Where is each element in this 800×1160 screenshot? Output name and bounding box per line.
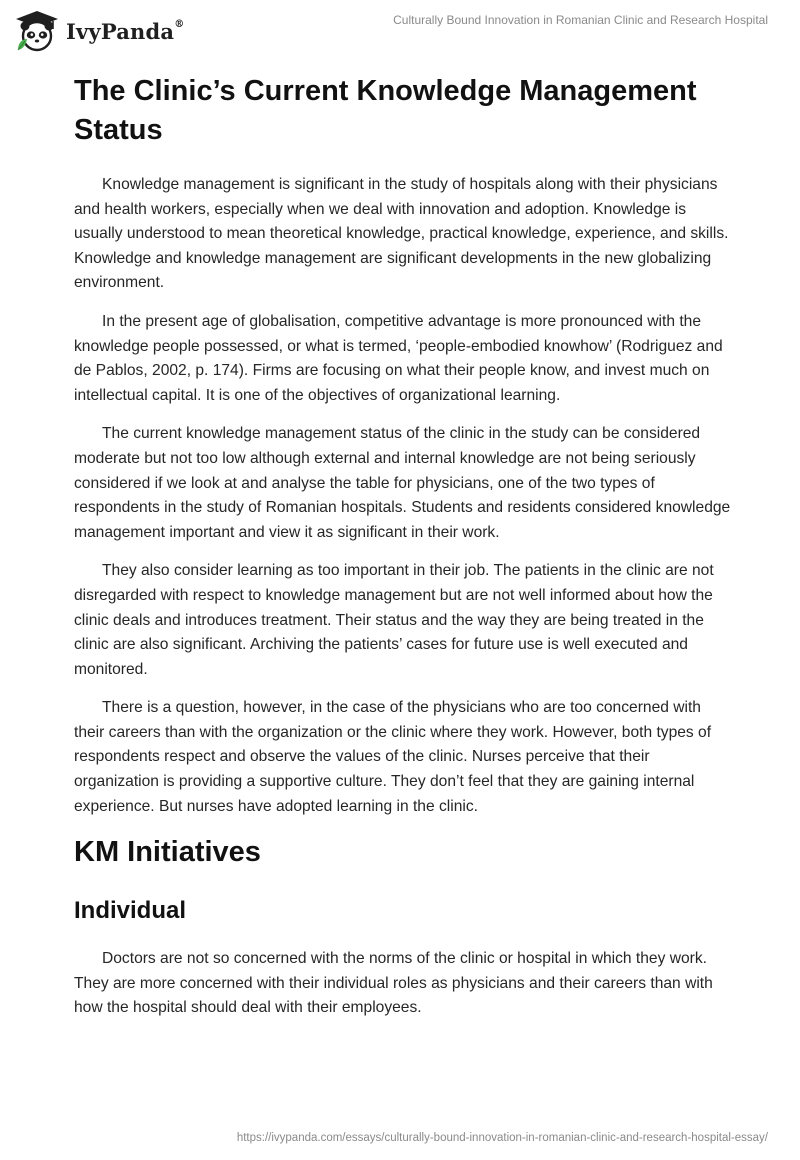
page-header — [0, 0, 800, 60]
paragraph: The current knowledge management status of the clinic in the study can be considered moderate but not too low although external and internal knowledge are not being seriously considered if we look at and analyse the table for physicians, one of the two types of respondents in the study of Romanian hospitals. Students and residents considered knowledge management important and view it as significant in their work. — [74, 425, 731, 541]
section-heading: KM Initiatives — [74, 836, 261, 869]
ivypanda-logo[interactable] — [14, 9, 184, 53]
paragraph: They also consider learning as too important in their job. The patients in the clinic are not disregarded with respect to knowledge management but are not well informed about how the clinic deals and introduces treatment. Their status and the way they are being treated in the clinic are also significant. Archiving the patients’ cases for future use is well executed and monitored. — [74, 562, 714, 678]
panda-graduate-icon — [14, 9, 60, 53]
paragraph: Doctors are not so concerned with the norms of the clinic or hospital in which they work. They are more concerned with their individual roles as physicians and their careers than with how the hospital should deal with their employees. — [74, 950, 713, 1017]
registered-mark: ® — [174, 18, 185, 30]
paragraph: In the present age of globalisation, competitive advantage is more pronounced with the knowledge people possessed, or what is termed, ‘people-embodied knowhow’ (Rodriguez and de Pablos, 2002, p. 174). Firms are focusing on what their people know, and invest much on intellectual capital. It is one of the objectives of organizational learning. — [74, 312, 723, 404]
source-url[interactable]: https://ivypanda.com/essays/culturally-bound-innovation-in-romanian-clinic-and-research-hospital-essay/ — [236, 1132, 768, 1144]
logo-wordmark: IvyPanda® — [66, 18, 185, 44]
document-title: Culturally Bound Innovation in Romanian Clinic and Research Hospital — [393, 13, 768, 27]
article-title: The Clinic’s Current Knowledge Management Status — [74, 75, 697, 146]
paragraph: Knowledge management is significant in the study of hospitals along with their physicians and health workers, especially when we deal with innovation and adoption. Knowledge is usually understood to mean theoretical knowledge, practical knowledge, experience, and skills. Knowledge and knowledge management are significant developments in the new globalizing environment. — [74, 176, 729, 292]
paragraph: There is a question, however, in the case of the physicians who are too concerned with their careers than with the organization or the clinic where they work. However, both types of respondents respect and observe the values of the clinic. Nurses perceive that their organization is providing a supportive culture. They don’t feel that they are gaining internal experience. But nurses have adopted learning in the clinic. — [74, 699, 712, 815]
subsection-heading: Individual — [74, 897, 187, 925]
article-body — [74, 72, 734, 1035]
